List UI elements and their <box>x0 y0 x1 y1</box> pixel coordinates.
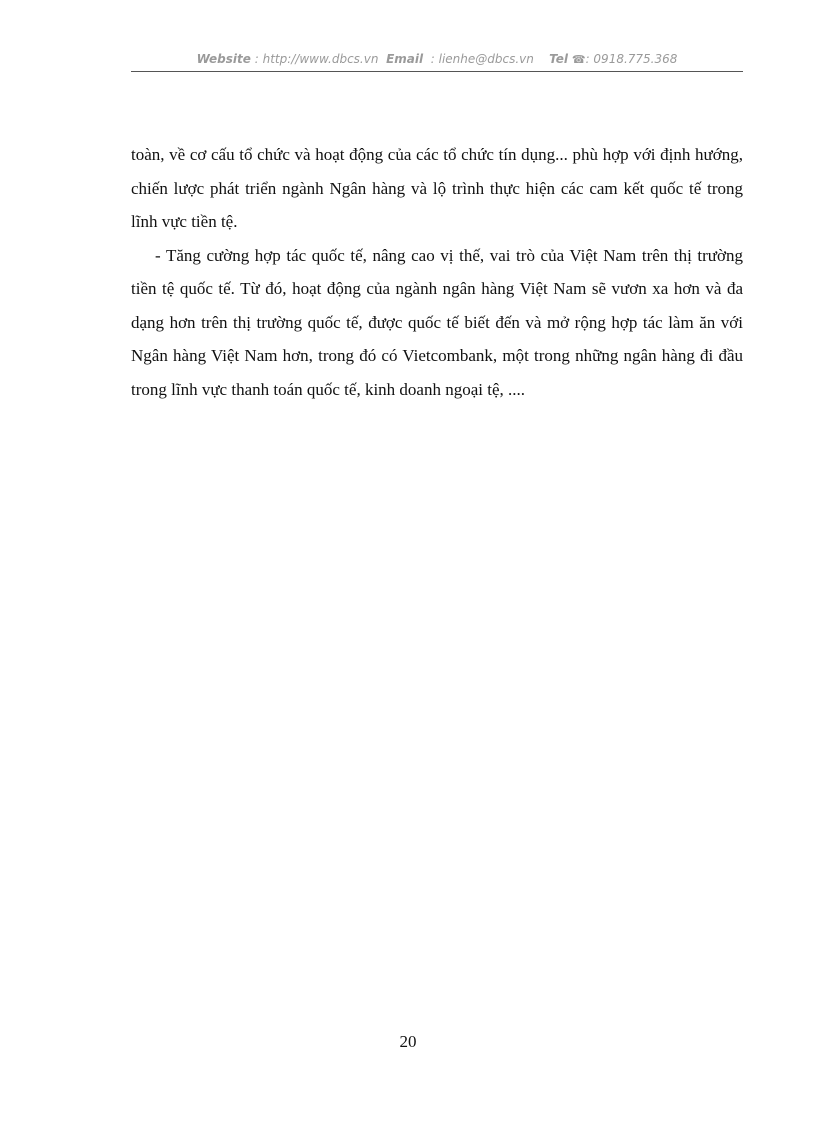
website-label: Website <box>196 52 251 66</box>
document-body <box>131 138 743 406</box>
email-link[interactable]: : lienhe@dbcs.vn <box>430 52 534 66</box>
phone-icon: ☎ <box>571 53 586 66</box>
tel-value: : 0918.775.368 <box>585 52 678 66</box>
paragraph-2: - Tăng cường hợp tác quốc tế, nâng cao vị thế, vai trò của Việt Nam trên thị trường tiền tệ quốc tế. Từ đó, hoạt động của ngành ngân hàng Việt Nam sẽ vươn xa hơn và đa dạng hơn trên thị trường quốc tế, được quốc tế biết đến và mở rộng hợp tác làm ăn với Ngân hàng Việt Nam hơn, trong đó có Vietcombank, một trong những ngân hàng đi đầu trong lĩnh vực thanh toán quốc tế, kinh doanh ngoại tệ, .... <box>131 245 743 399</box>
page-number: 20 <box>399 1032 417 1051</box>
tel-label: Tel <box>549 52 569 66</box>
email-label: Email <box>386 52 424 66</box>
paragraph-1: toàn, về cơ cấu tổ chức và hoạt động của các tổ chức tín dụng... phù hợp với định hướng, chiến lược phát triển ngành Ngân hàng và lộ trình thực hiện các cam kết quốc tế trong lĩnh vực tiền tệ. <box>131 145 743 231</box>
page-header <box>131 49 743 72</box>
website-link[interactable]: : http://www.dbcs.vn <box>254 52 379 66</box>
